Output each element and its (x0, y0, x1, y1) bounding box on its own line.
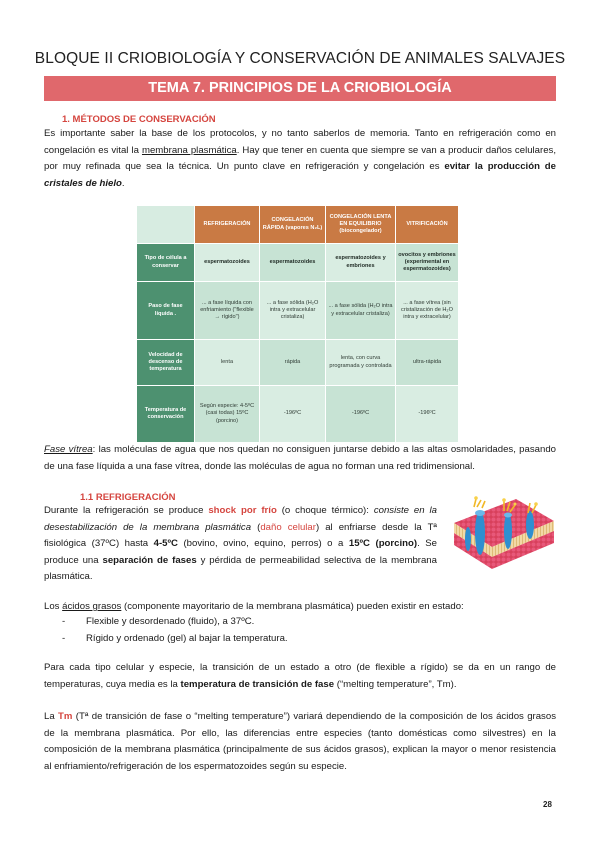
list-item (62, 614, 288, 631)
table-cell: lenta (195, 340, 260, 386)
refrig-text-2: (o choque térmico): (276, 505, 374, 516)
intro-text-a: Es importante saber la base de los protocolos, y no tanto saberlos de memoria. Tanto en refrigeración como en congelación es vital la (44, 128, 556, 156)
vitreous-phase-paragraph (44, 442, 556, 475)
table-cell: ... a fase líquida con enfriamiento ("flexible → rígido") (195, 282, 260, 340)
table-cell: ... a fase sólida (H₂O intra y extracelular cristaliza) (326, 282, 396, 340)
fatty-pre: Los (44, 601, 63, 612)
tm-pre: La (44, 711, 59, 722)
row-label: Temperatura de conservación (137, 386, 195, 443)
table-cell: -196ºC (396, 386, 459, 443)
refrig-text-3: ( (251, 521, 261, 533)
refrig-text-6: . Se produce una (44, 538, 437, 566)
table-header: VITRIFICACIÓN (396, 206, 459, 244)
table-cell: ... a fase vítrea (sin cristalización de H₂O intra y extracelular) (396, 282, 459, 340)
row-label: Velocidad de descenso de temperatura (137, 340, 195, 386)
refrig-text-5: (bovino, ovino, equino, perros) o a (177, 538, 349, 549)
refrig-text-1: Durante la refrigeración se produce (44, 505, 209, 516)
membrane-term: membrana plasmática (141, 144, 237, 156)
temp-4-5: 4-5ºC (153, 538, 178, 549)
vitreous-term: Fase vítrea (44, 444, 93, 455)
transition-paragraph (44, 660, 556, 693)
tm-text: (Tª de transición de fase o “melting temperature”) variará dependiendo de la composición de los ácidos grasos de la membrana plasmática. Por ello, las diferencias entre especies (tanto domésticas como silvestres) en la composición de la membrana plasmática (principalmente de sus ácidos grasos), explican la mayor o menor resistencia al enfriamiento/refrigeración de los espermatozoides según su especie. (44, 711, 556, 772)
row-label: Tipo de célula a conservar (137, 244, 195, 282)
table-header: REFRIGERACIÓN (195, 206, 260, 244)
table-cell: -196ºC (260, 386, 326, 443)
table-row (137, 244, 459, 282)
list-item-text: Rígido y ordenado (gel) al bajar la temperatura. (86, 632, 288, 644)
table-row (137, 340, 459, 386)
phase-separation-term: separación de fases (102, 554, 197, 566)
transition-end: (“melting temperature”, Tm). (334, 678, 457, 690)
table-cell: -196ºC (326, 386, 396, 443)
table-cell: ... a fase sólida (H₂O intra y extracelular cristaliza) (260, 282, 326, 340)
intro-end: . (121, 177, 125, 189)
list-item-text: Flexible y desordenado (fluido), a 37ºC. (86, 616, 255, 627)
table-cell: lenta, con curva programada y controlada (326, 340, 396, 386)
table-cell: espermatozoides y embriones (326, 244, 396, 282)
transition-temp-term: temperatura de transición de fase (180, 678, 335, 690)
row-label: Paso de fase líquida . (137, 282, 195, 340)
temp-15: 15ºC (porcino) (348, 538, 418, 549)
tm-paragraph (44, 709, 556, 775)
preservation-methods-table (136, 205, 458, 442)
transition-text: Para cada tipo celular y especie, la transición de un estado a otro (de flexible a rígido) se da en un rango de temperaturas, cuya media es la (44, 662, 556, 690)
page-number: 28 (543, 800, 552, 809)
table-cell: Según especie: 4-5ºC (casi todas) 15ºC (porcino) (195, 386, 260, 443)
membrane-illustration (446, 487, 558, 579)
vitreous-text: : las moléculas de agua que nos quedan no consiguen juntarse debido a las altas osmolaridades, pasando de una fase líquida a una fase vítrea, donde las moléculas de agua no forman una red tridimensional. (44, 444, 556, 472)
block-title: BLOQUE II CRIOBIOLOGÍA Y CONSERVACIÓN DE ANIMALES SALVAJES (34, 50, 566, 67)
tm-term: Tm (58, 711, 73, 722)
intro-paragraph (44, 126, 556, 192)
bullet-dash: - (62, 632, 66, 644)
table-row (137, 282, 459, 340)
ice-crystals-term: cristales de hielo (44, 177, 122, 189)
intro-bold: evitar la producción de (444, 161, 556, 172)
refrig-text-4: ) al enfriarse desde la Tª fisiológica (37ºC) hasta (44, 521, 437, 549)
table-header: CONGELACIÓN LENTA EN EQUILIBRIO (biocongelador) (326, 206, 396, 244)
fatty-acids-term: ácidos grasos (62, 601, 122, 612)
list-item (62, 631, 288, 648)
section-heading-refrigeration: 1.1 REFRIGERACIÓN (80, 492, 176, 503)
intro-text-b: . Hay que tener en cuenta que siempre se van a producir daños celulares, por muy refinada que sea la técnica. Un punto clave en refrigeración y congelación es (44, 144, 556, 172)
table-cell: ovocitos y embriones (experimental en espermatozoides) (396, 244, 459, 282)
fatty-post: (componente mayoritario de la membrana plasmática) pueden existir en estado: (121, 601, 464, 612)
bullet-dash: - (62, 616, 66, 627)
table-cell: ultra-rápida (396, 340, 459, 386)
topic-title-banner: TEMA 7. PRINCIPIOS DE LA CRIOBIOLOGÍA (44, 76, 556, 101)
refrigeration-paragraph (44, 503, 437, 586)
refrig-text-7: y pérdida de permeabilidad selectiva de la membrana plasmática. (44, 554, 437, 582)
table-cell: espermatozoides (260, 244, 326, 282)
table-header: CONGELACIÓN RÁPIDA (vapores N₂L) (260, 206, 326, 244)
table-row (137, 386, 459, 443)
table-cell: espermatozoides (195, 244, 260, 282)
section-heading-methods: 1. MÉTODOS DE CONSERVACIÓN (62, 114, 216, 125)
table-cell: rápida (260, 340, 326, 386)
destabilization-definition: consiste en la desestabilización de la membrana plasmática (44, 505, 437, 533)
cell-damage-term: daño celular (260, 521, 316, 533)
table-corner (137, 206, 195, 244)
fatty-acid-states-list (62, 614, 288, 647)
cold-shock-term: shock por frío (208, 505, 277, 516)
